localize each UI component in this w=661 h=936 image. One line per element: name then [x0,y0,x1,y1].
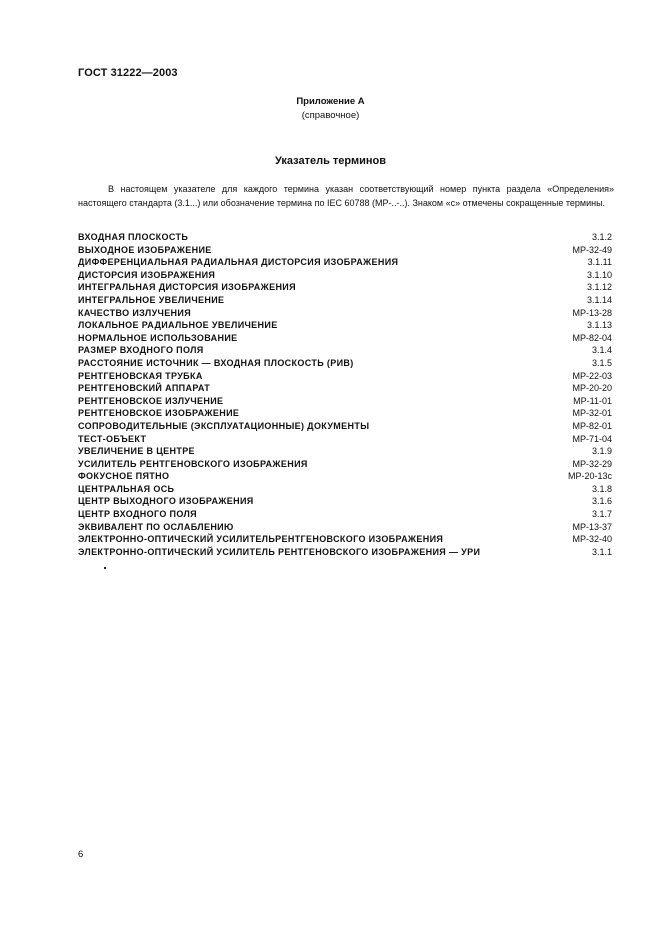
term-row [78,294,613,307]
term-row [78,458,613,471]
term-name: ДИФФЕРЕНЦИАЛЬНАЯ РАДИАЛЬНАЯ ДИСТОРСИЯ ИЗОБРАЖЕНИЯ [78,257,399,268]
index-title: Указатель терминов [274,155,387,167]
term-reference: MP-32-40 [572,534,612,545]
term-reference: MP-32-29 [572,458,612,469]
term-name: ЦЕНТР ВЫХОДНОГО ИЗОБРАЖЕНИЯ [78,496,254,507]
term-reference: MP-11-01 [573,395,612,406]
term-row [78,344,613,357]
term-name: РАЗМЕР ВХОДНОГО ПОЛЯ [78,345,204,356]
term-name: ЦЕНТРАЛЬНАЯ ОСЬ [78,483,175,494]
annex-heading [0,95,661,123]
term-row [78,332,613,345]
term-name: ИНТЕГРАЛЬНОЕ УВЕЛИЧЕНИЕ [78,294,225,305]
term-reference: 3.1.5 [591,357,612,368]
term-row [78,445,613,458]
term-row [78,433,613,446]
term-name: УВЕЛИЧЕНИЕ В ЦЕНТРЕ [78,446,195,457]
term-reference: MP-32-49 [572,244,612,255]
term-row [78,370,613,383]
page-number: 6 [78,849,84,860]
term-name: СОПРОВОДИТЕЛЬНЫЕ (ЭКСПЛУАТАЦИОННЫЕ) ДОКУМЕНТЫ [78,420,370,431]
term-reference: MP-13-37 [572,521,612,532]
term-name: ИНТЕГРАЛЬНАЯ ДИСТОРСИЯ ИЗОБРАЖЕНИЯ [78,282,296,293]
term-name: ЭЛЕКТРОННО-ОПТИЧЕСКИЙ УСИЛИТЕЛЬ РЕНТГЕНОВСКОГО ИЗОБРАЖЕНИЯ — УРИ [78,546,481,557]
term-row [78,483,613,496]
term-row [78,470,613,483]
term-reference: 3.1.10 [586,269,612,280]
term-row [78,420,613,433]
term-name: НОРМАЛЬНОЕ ИСПОЛЬЗОВАНИЕ [78,332,238,343]
term-name: ЛОКАЛЬНОЕ РАДИАЛЬНОЕ УВЕЛИЧЕНИЕ [78,320,278,331]
term-row [78,357,613,370]
term-reference: 3.1.1 [591,546,612,557]
term-row [78,244,613,257]
term-reference: MP-71-04 [572,433,612,444]
term-reference: MP-20-13c [567,471,612,482]
term-name: ЭКВИВАЛЕНТ ПО ОСЛАБЛЕНИЮ [78,521,234,532]
term-name: ТЕСТ-ОБЪЕКТ [78,433,147,444]
term-reference: 3.1.7 [591,509,612,520]
term-row [78,256,613,269]
term-row [78,269,613,282]
term-reference: 3.1.6 [591,496,612,507]
term-name: РЕНТГЕНОВСКИЙ АППАРАТ [78,383,211,394]
term-reference: 3.1.4 [591,345,612,356]
term-row [78,281,613,294]
term-name: РЕНТГЕНОВСКАЯ ТРУБКА [78,370,203,381]
term-name: ФОКУСНОЕ ПЯТНО [78,471,170,482]
term-reference: 3.1.12 [586,282,612,293]
term-name: ЦЕНТР ВХОДНОГО ПОЛЯ [78,509,197,520]
term-reference: MP-82-04 [572,332,612,343]
terms-list [78,231,613,558]
term-name: ЭЛЕКТРОННО-ОПТИЧЕСКИЙ УСИЛИТЕЛЬРЕНТГЕНОВСКОГО ИЗОБРАЖЕНИЯ [78,534,444,545]
term-row [78,395,613,408]
term-reference: 3.1.13 [586,320,612,331]
term-reference: 3.1.14 [586,294,612,305]
term-row [78,546,613,559]
term-row [78,231,613,244]
term-row [78,382,613,395]
term-reference: 3.1.11 [587,257,612,268]
term-name: ВЫХОДНОЕ ИЗОБРАЖЕНИЕ [78,244,212,255]
term-row [78,319,613,332]
stray-mark [104,567,106,569]
index-intro: В настоящем указателе для каждого термина указан соответствующий номер пункта раздела «Определения» настоящего стандарта (3.1...) или обозначение термина по IEC 60788 (MP-..-..). Знаком «с» отмечены сокращенные термины. [78,184,614,208]
term-name: ДИСТОРСИЯ ИЗОБРАЖЕНИЯ [78,269,216,280]
term-reference: 3.1.8 [591,483,612,494]
term-reference: MP-20-20 [572,383,612,394]
term-row [78,307,613,320]
standard-designation: ГОСТ 31222—2003 [78,67,178,79]
term-reference: MP-32-01 [572,408,612,419]
term-name: РАССТОЯНИЕ ИСТОЧНИК — ВХОДНАЯ ПЛОСКОСТЬ (РИВ) [78,357,354,368]
term-name: РЕНТГЕНОВСКОЕ ИЗОБРАЖЕНИЕ [78,408,240,419]
term-row [78,521,613,534]
term-row [78,407,613,420]
annex-subtitle: (справочное) [301,110,360,121]
term-name: КАЧЕСТВО ИЗЛУЧЕНИЯ [78,307,192,318]
term-name: РЕНТГЕНОВСКОЕ ИЗЛУЧЕНИЕ [78,395,224,406]
term-name: УСИЛИТЕЛЬ РЕНТГЕНОВСКОГО ИЗОБРАЖЕНИЯ [78,458,308,469]
term-reference: MP-13-28 [572,307,612,318]
term-reference: MP-22-03 [572,370,612,381]
term-reference: MP-82-01 [572,420,612,431]
term-row [78,508,613,521]
term-reference: 3.1.2 [591,232,612,242]
term-row [78,533,613,546]
term-name: ВХОДНАЯ ПЛОСКОСТЬ [78,232,189,242]
term-reference: 3.1.9 [591,446,612,457]
term-row [78,495,613,508]
annex-title: Приложение А [296,96,365,107]
